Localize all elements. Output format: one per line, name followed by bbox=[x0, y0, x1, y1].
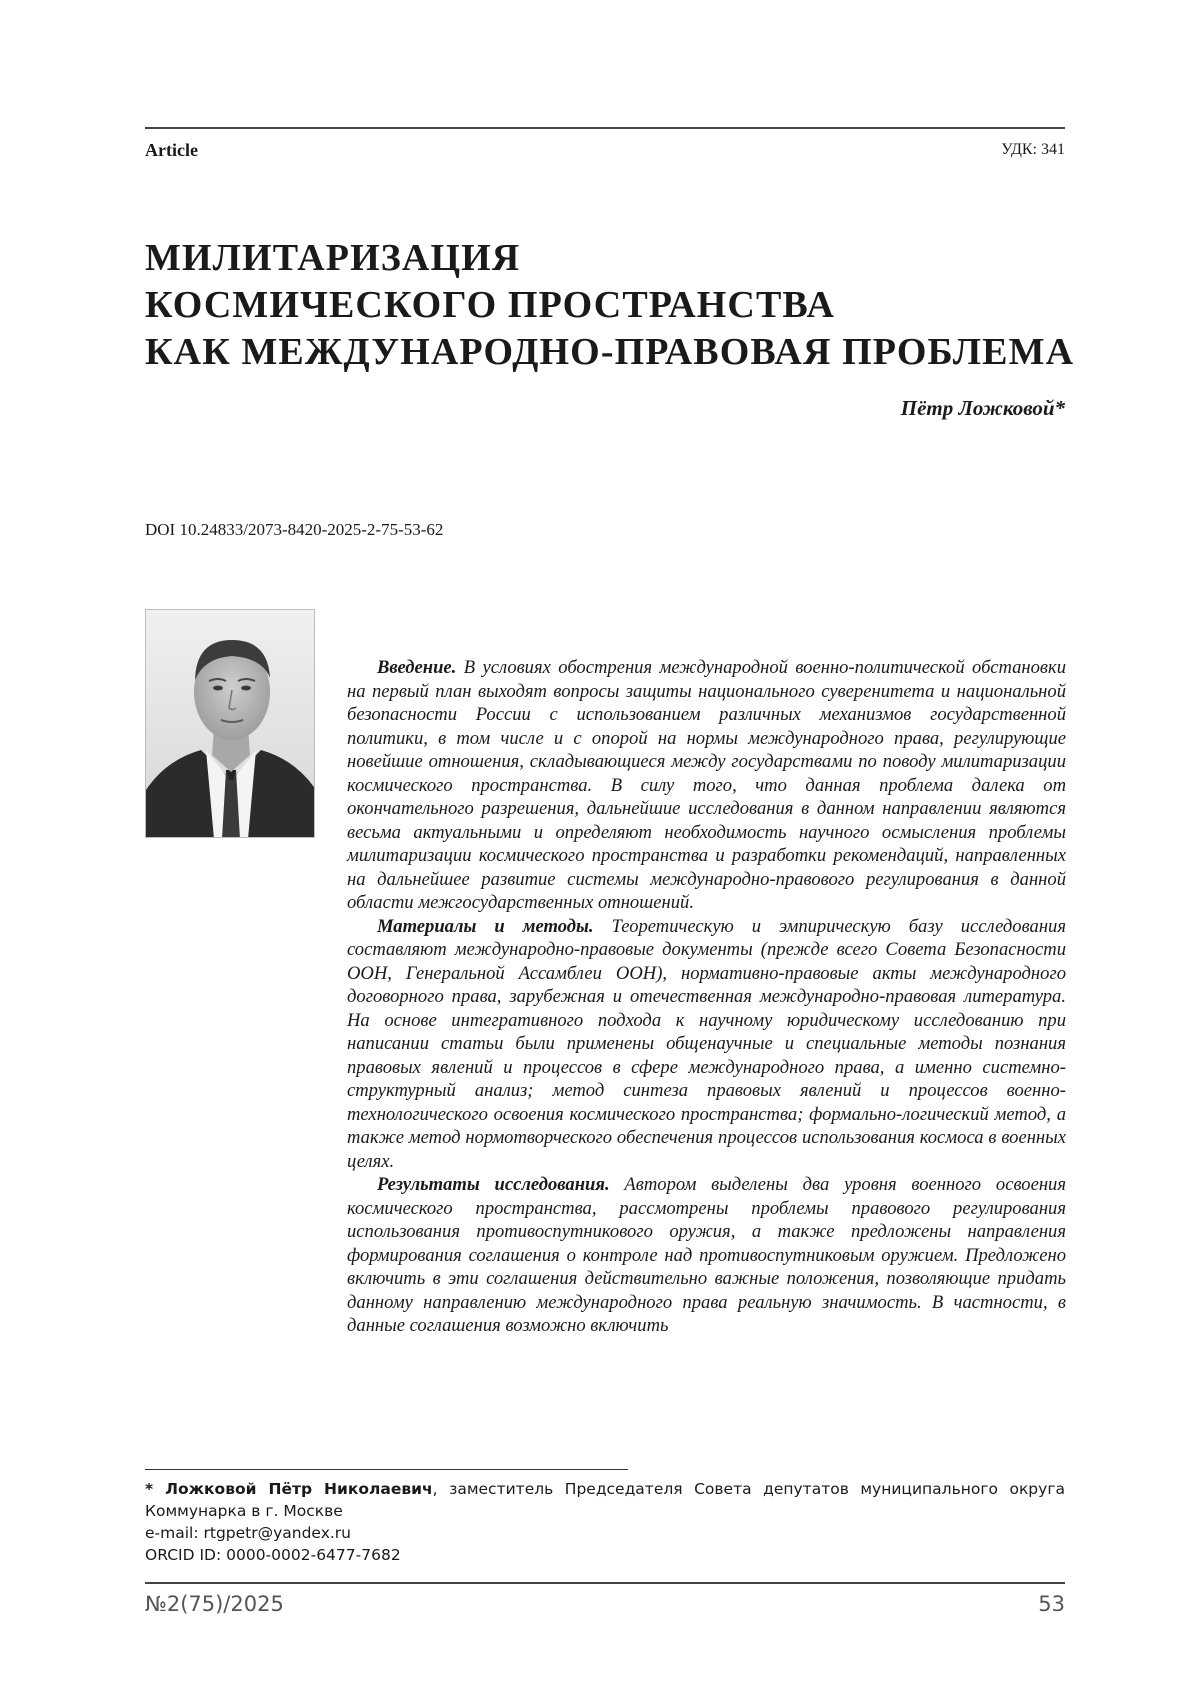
abstract-paragraph-results bbox=[347, 1173, 1066, 1338]
abstract-paragraph-introduction bbox=[347, 656, 1066, 915]
udc-label: УДК: 341 bbox=[1001, 141, 1065, 158]
footnote-rule bbox=[145, 1469, 628, 1470]
footnote-affiliation bbox=[145, 1478, 1065, 1522]
abstract-lead: Введение. bbox=[377, 657, 457, 678]
footnote-author-name: Ложковой Пётр Николаевич bbox=[165, 1480, 433, 1498]
abstract-lead: Материалы и методы. bbox=[377, 915, 594, 937]
issue-number: №2(75)/2025 bbox=[145, 1592, 284, 1616]
footnote-email: e-mail: rtgpetr@yandex.ru bbox=[145, 1524, 351, 1542]
title-line: КАК МЕЖДУНАРОДНО-ПРАВОВАЯ ПРОБЛЕМА bbox=[145, 331, 1075, 373]
page-number: 53 bbox=[1038, 1592, 1065, 1616]
footnote-marker: * bbox=[145, 1480, 166, 1498]
title-line: МИЛИТАРИЗАЦИЯ bbox=[145, 237, 521, 279]
abstract-text: В условиях обострения международной военно-политической обстановки на первый план выходят вопросы защиты национального суверенитета и национальной безопасности России с использованием различных механизмов государственной политики, в том числе и с опорой на нормы международного права, регулирующие новейшие отношения, складывающиеся между государствами по поводу милитаризации космического пространства. В силу того, что данная проблема далека от окончательного разрешения, дальнейшие исследования в данном направлении являются весьма актуальными и определяют необходимость научного осмысления проблемы милитаризации космического пространства и разработки рекомендаций, направленных на дальнейшее развитие системы международно-правового регулирования в данной области межгосударственных отношений. bbox=[347, 657, 1066, 913]
abstract bbox=[347, 656, 1066, 1338]
footnote-position: , заместитель Председателя Совета депутатов муниципального округа Коммунарка в г. Москве bbox=[145, 1480, 1065, 1520]
abstract-paragraph-methods bbox=[347, 915, 1066, 1174]
abstract-lead: Результаты исследования. bbox=[377, 1174, 610, 1195]
article-title bbox=[145, 235, 1074, 376]
footnote-orcid: ORCID ID: 0000-0002-6477-7682 bbox=[145, 1546, 401, 1564]
abstract-text: Автором выделены два уровня военного освоения космического пространства, рассмотрены проблемы правового регулирования использования противоспутникового оружия, а также предложены направления формирования соглашения о контроле над противоспутниковым оружием. Предложено включить в эти соглашения действительно важные положения, позволяющие придать данному направлению международного права реальную значимость. В частности, в данные соглашения возможно включить bbox=[347, 1174, 1066, 1336]
footer-rule bbox=[145, 1582, 1065, 1584]
article-type-label: Article bbox=[145, 140, 198, 160]
author-name: Пётр Ложковой* bbox=[900, 396, 1065, 420]
doi-label: DOI 10.24833/2073-8420-2025-2-75-53-62 bbox=[145, 520, 444, 539]
abstract-text: Теоретическую и эмпирическую базу исследования составляют международно-правовые документы (прежде всего Совета Безопасности ООН, Генеральной Ассамблеи ООН), нормативно-правовые акты международного договорного права, зарубежная и отечественная международно-правовая литература. На основе интегративного подхода к научному юридическому исследованию при написании статьи были применены общенаучные и специальные методы познания правовых явлений и процессов в сфере международного права, а именно системно-структурный анализ; метод синтеза правовых явлений и процессов военно-технологического освоения космического пространства; формально-логический метод, а также метод нормотворческого обеспечения процессов использования космоса в военных целях. bbox=[347, 915, 1066, 1172]
title-line: КОСМИЧЕСКОГО ПРОСТРАНСТВА bbox=[145, 284, 836, 326]
header-rule bbox=[145, 127, 1065, 129]
author-footnote bbox=[145, 1478, 1065, 1566]
author-portrait-photo bbox=[145, 609, 315, 838]
